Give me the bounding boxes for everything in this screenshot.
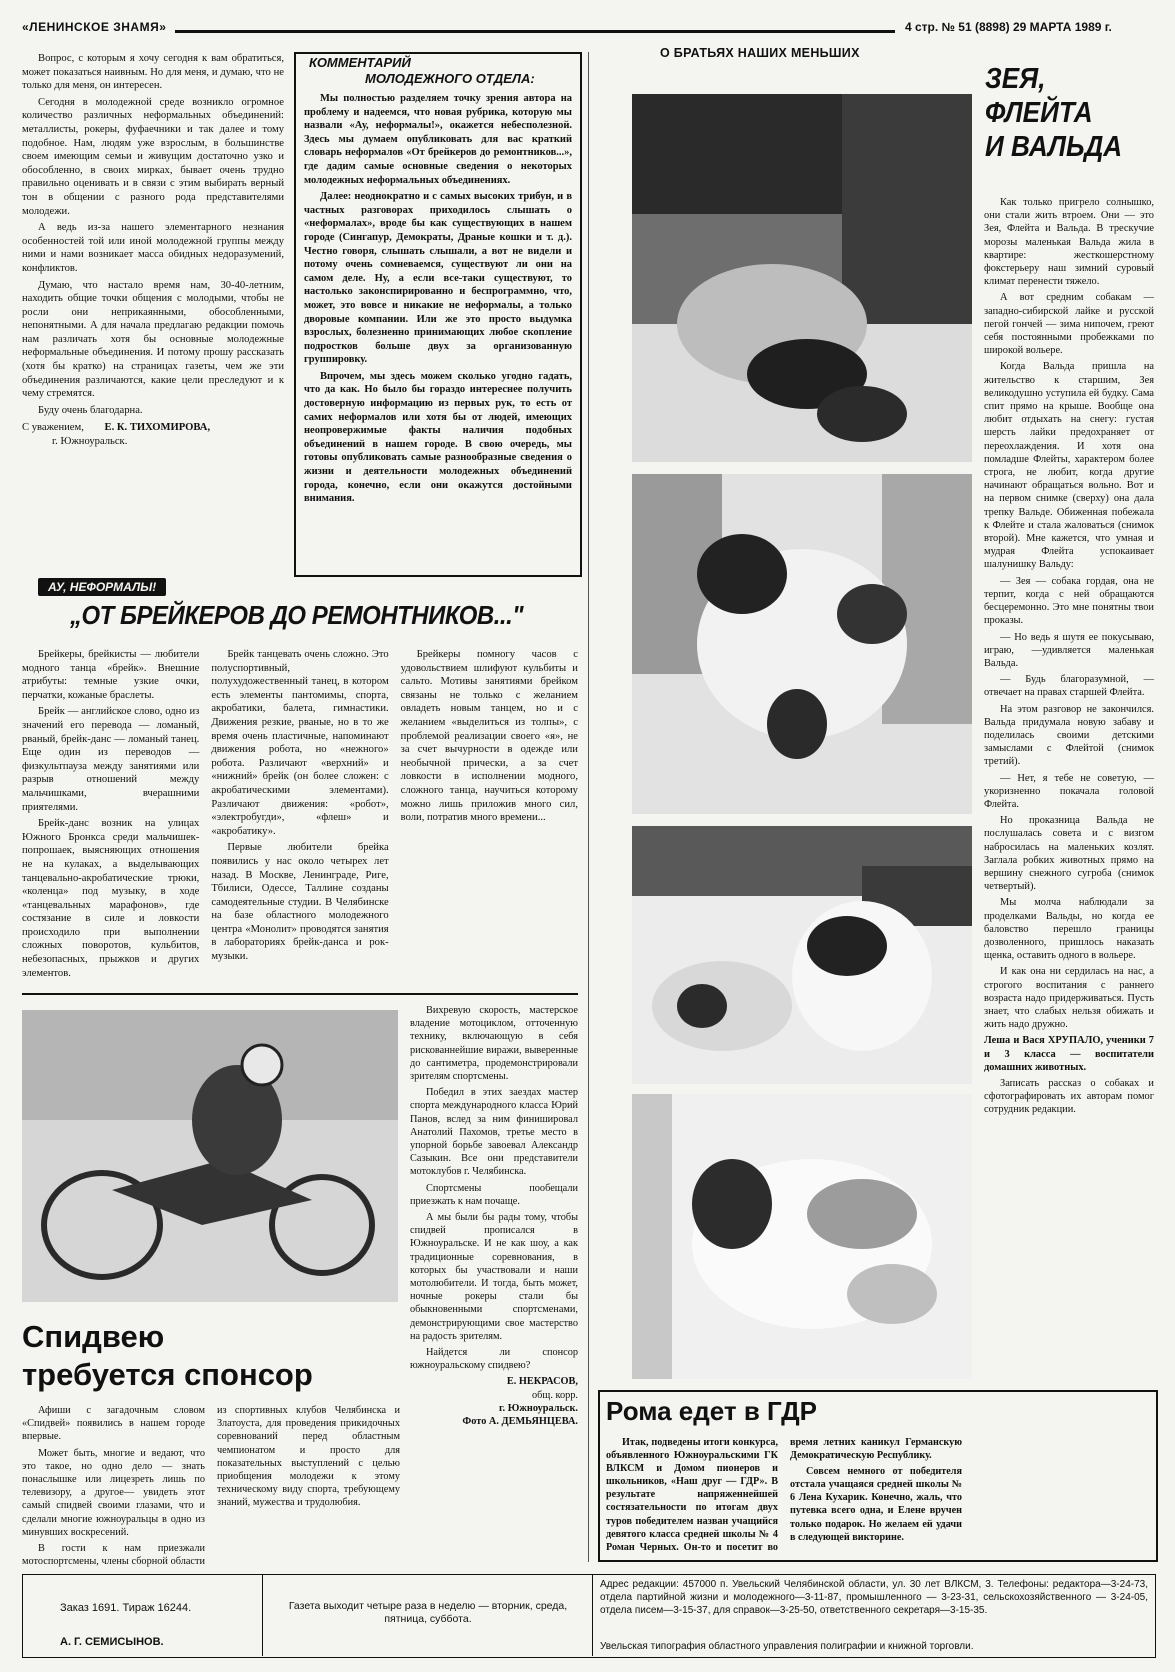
letter-paragraph: Буду очень благодарна.	[38, 404, 143, 416]
speedway-paragraph: Афиши с загадочным словом «Спидвей» появились в нашем городе впервые.	[22, 1405, 205, 1443]
gdr-paragraph: Совсем немного от победителя отстала учащаяся средней школы № 6 Лена Кухарик. Конечно, жаль, что путевка всего одна, и Елене вручен только подарок. Но желаем ей удачи в следующей викторине.	[790, 1466, 962, 1543]
speedway-paragraph: Найдется ли спонсор южноуральскому спидвею?	[410, 1347, 578, 1372]
speedway-signature: Е. НЕКРАСОВ, общ. корр. г. Южноуральск. Фото А. ДЕМЬЯНЦЕВА.	[462, 1376, 578, 1428]
masthead-paper-name: «ЛЕНИНСКОЕ ЗНАМЯ»	[22, 20, 167, 34]
breakers-bottom-rule	[22, 993, 578, 995]
gdr-text	[606, 1436, 1146, 1554]
speedway-title: Спидвею требуется спонсор	[22, 1319, 313, 1392]
pets-paragraph: А вот средним собакам — западно-сибирской лайке и русской пегой гончей — зима нипочем, греют себя постоянными пробежками по широкой вольере.	[984, 292, 1154, 357]
pets-note: Записать рассказ о собаках и сфотографировать их авторам помог сотрудник редакции.	[984, 1078, 1154, 1116]
footer-address: Адрес редакции: 457000 п. Увельский Челябинской области, ул. 30 лет ВЛКСМ, 3. Телефоны: редактора—3-24-73, отдела партийной жизни и молодежного—3-11-87, промышленного — 3-23-31, сельскохозяйственного — 3-24-05, отдела писем—3-15-37, для справок—3-25-50, ответственного секретаря—3-15-35.	[600, 1579, 1148, 1616]
dogs-photo-3	[632, 826, 972, 1084]
commentary-paragraph: Мы полностью разделяем точку зрения автора на проблему и надеемся, что новая рубрика, которую мы назвали «Ау, неформалы!», окажется небесполезной. Здесь мы думаем опубликовать для вас краткий словарь неформалов «От брейкеров до ремонтников...», где дадим самые основные сведения о некоторых молодежных неформальных объединениях.	[304, 93, 572, 186]
breakers-rubric: АУ, НЕФОРМАЛЫ!	[38, 578, 166, 596]
pets-paragraph: Как только пригрело солнышко, они стали жить втроем. Они — это Зея, Флейта и Вальда. В трескучие морозы маленькая Вальда жила в квартире: жесткошерстному фокстерьеру наш зимний суровый климат перенести тяжело.	[984, 197, 1154, 288]
masthead-issue: 4 стр. № 51 (8898) 29 МАРТА 1989 г.	[905, 20, 1112, 34]
commentary-text	[304, 92, 572, 509]
speedway-paragraph: Вихревую скорость, мастерское владение мотоциклом, отточенную технику, включающую в себя рискованнейшие виражи, выверенные до сантиметра, продемонстрировали зрителям спортсмены.	[410, 1005, 578, 1083]
speedway-paragraph: В гости к нам приезжали мотоспортсмены, члены сборной области из спортивных клубов Челябинска и Златоуста, для проведения прикидочных соревнований перед областным чемпионатом и просто для показательных выступлений с целью приобщения молодежи к этому техническому виду спорта, требующему знаний, мужества и трудолюбия.	[22, 1405, 400, 1568]
gdr-title: Рома едет в ГДР	[606, 1396, 818, 1426]
footer-order: Заказ 1691. Тираж 16244.	[60, 1602, 192, 1614]
footer-divider-2	[592, 1575, 593, 1656]
pets-paragraph: И как она ни сердилась на нас, а строгого воспитания с раннего возраста надо придерживаться. Пусть знает, что слабых нельзя обижать и жить надо дружно.	[984, 966, 1154, 1031]
commentary-paragraph: Далее: неоднократно и с самых высоких трибун, и в частных разговорах приходилось слышать о «неформалах», вроде бы как существующих в нашем городе (Сингапур, Демократы, Драные кошки и т. д.). Честно говоря, слышать слышали, а вот не видели и потому очень сомневаемся, существуют ли они на самом деле. Ну, а если все-таки существуют, то настолько законспирированно и беспрограммно, что, может, это вовсе и никакие не неформалы, а только дворовые компании. Или же это просто выдумка взрослых, болезненно принимающих любое скопление подростков больше двух за организованную группировку.	[304, 191, 572, 366]
letter-city: г. Южноуральск.	[52, 436, 128, 448]
footer-divider-1	[262, 1575, 263, 1656]
gdr-paragraph: Итак, подведены итоги конкурса, объявленного Южноуральскими ГК ВЛКСМ и Домом пионеров и школьников, «Наш друг — ГДР». В результате напряженнейшей состязательности по итогам двух туров победителем назван учащийся девятого класса средней школы № 4 Роман Черных. Он-то и посетит во время летних каникул Германскую Демократическую Республику.	[606, 1437, 962, 1553]
pets-paragraph: Когда Вальда пришла на жительство к старшим, Зея великодушно уступила ей будку. Сама спит прямо на крыше. Вообще она любит отдыхать на снегу: густая шерсть лайки предохраняет от переохлаждения. И хотя она помладше Флейты, характером более строга, не любит, когда другие начинают обращаться вольно. Вот и на первом снимке (сверху) она дала трепку Вальде. Обиженная побежала к Флейте и стала жаловаться (снимок второй). Мне кажется, что умная и мудрая Флейта успокаивает шалунишку Вальду:	[984, 361, 1154, 571]
pets-paragraph: — Зея — собака гордая, она не терпит, когда с ней обращаются бесцеремонно. Это мне понятны твои проказы.	[984, 575, 1154, 627]
pets-paragraph: Но проказница Вальда не послушалась совета и с визгом набросилась на маленьких козлят. Заглала робких животных прямо на вершину снежного сугроба (снимок четвертый).	[984, 815, 1154, 893]
pets-paragraph: — Нет, я тебе не советую, — укоризненно покачала головой Флейта.	[984, 772, 1154, 810]
breakers-text	[22, 648, 578, 990]
breakers-paragraph: Брейкеры помногу часов с удовольствием шлифуют кульбиты и сальто. Мотивы занятиями брейком связаны не только с желанием овладеть новым танцем, но и с желанием «выделиться из толпы», с проблемой реализации своего «я», не за счет вычурности в одежде или необычной прически, а за счет ловкости в исполнении модного, сложного танца, научиться которому можно лишь приложив много сил, воли, потратив много времени...	[400, 649, 578, 824]
pets-title: ЗЕЯ, ФЛЕЙТА И ВАЛЬДА	[985, 63, 1123, 163]
speedway-paragraph: Может быть, многие и ведают, что это такое, но одно дело — знать понаслышке или лицезреть лишь по телевизору, а другое— увидеть этот самый спидвей своими глазами, что и сделали многие южноуральцы в одно из минувших воскресений.	[22, 1447, 205, 1538]
pets-rubric: О БРАТЬЯХ НАШИХ МЕНЬШИХ	[660, 46, 860, 60]
commentary-heading: КОММЕНТАРИЙ МОЛОДЕЖНОГО ОТДЕЛА:	[309, 55, 535, 86]
footer-schedule: Газета выходит четыре раза в неделю — вторник, среда, пятница, суббота.	[288, 1600, 568, 1625]
column-divider	[588, 52, 589, 1562]
speedway-paragraph: Спортсмены пообещали приезжать к нам почаще.	[410, 1182, 578, 1207]
pets-signature: Леша и Вася ХРУПАЛО, ученики 7 и 3 класса — воспитатели домашних животных.	[984, 1035, 1154, 1073]
pets-paragraph: Мы молча наблюдали за проделками Вальды, но когда ее баловство перешло границы дозволенного, пришлось наказать щенка, оставить одного в вольере.	[984, 897, 1154, 962]
breakers-paragraph: Брейк-данс возник на улицах Южного Бронкса среди мальчишек-попрошаек, выясняющих отношения не на кулаках, а выделывающих танцевально-акробатические трюки, «коленца» под музыку, в ходе «танцевальных марафонов», где состязание в силе и ловкости происходило при выполнении сложных поворотов, кульбитов, небезопасных, прыжков и других элементов.	[22, 818, 200, 979]
pets-paragraph: — Будь благоразумной, —отвечает на правах старшей Флейта.	[984, 674, 1154, 699]
footer-editor: А. Г. СЕМИСЫНОВ.	[60, 1636, 164, 1648]
pets-paragraph: На этом разговор не закончился. Вальда придумала новую забаву и поделилась своими детскими замыслами с Флейтой (снимок третий).	[984, 703, 1154, 768]
masthead-rule	[175, 30, 895, 33]
speedway-paragraph: Победил в этих заездах мастер спорта международного класса Юрий Панов, вслед за ним финишировал Анатолий Пахомов, третье место в упорной борьбе завоевал Александр Сазыкин. Все они представители мотоклубов г. Челябинска.	[410, 1087, 578, 1178]
pets-paragraph: — Но ведь я шутя ее покусываю, играю, —удивляется маленькая Вальда.	[984, 631, 1154, 669]
letter-signature: С уважением, Е. К. ТИХОМИРОВА,	[22, 422, 211, 434]
letter-paragraph: Вопрос, с которым я хочу сегодня к вам обратиться, может показаться наивным. Но для меня, и думаю, что не только для меня, он интересен.	[22, 53, 284, 92]
speedway-photo	[22, 1010, 398, 1302]
speedway-paragraph: А мы были бы рады тому, чтобы спидвей прописался в Южноуральске. И не как шоу, а как традиционные соревнования, в которых бы участвовали и наши мотолюбители. И тогда, быть может, ночные рокеры стали бы обыкновенными спортсменами, демонстрирующими свое мастерство на радость зрителям.	[410, 1212, 578, 1342]
breakers-paragraph: Брейк танцевать очень сложно. Это полуспортивный, полухудожественный танец, в котором есть элементы пантомимы, спорта, акробатики, балета, гимнастики. Движения резкие, рваные, но в то же время очень пластичные, напоминают движения робота, но «нежного» робота. Различают «верхний» и «нижний» брейк (он более сложен: с акробатическими элементами). Различают движения: «робот», «электробугди», «флеш» и «акробатику».	[211, 649, 389, 837]
letter-article	[22, 52, 284, 449]
letter-paragraph: А ведь из-за нашего элементарного незнания особенностей той или иной молодежной группы между ними и нами возникает масса обидных недоразумений, конфликтов.	[22, 222, 284, 274]
breakers-paragraph: Брейк — английское слово, одно из значений его перевода — ломаный, рваный, брейк-данс — ломаный танец. Еще один из переводов — физкультпауза между занятиями или разрыв отношений между мальчишками, вчерашними приятелями.	[22, 706, 200, 813]
dogs-photo-4	[632, 1094, 972, 1379]
breakers-title: „ОТ БРЕЙКЕРОВ ДО РЕМОНТНИКОВ..."	[70, 600, 524, 630]
commentary-paragraph: Впрочем, мы здесь можем сколько угодно гадать, что да как. Но было бы гораздо интереснее получить достоверную информацию из первых рук, то есть от самих неформалов или хотя бы от людей, имеющих неопровержимые факты наличия подобных объединений в нашем городе. В свою очередь, мы готовы опубликовать самые разнообразные сведения о жизни и деятельности молодежных объединений города, конечно, если они окажутся достойными внимания.	[304, 370, 572, 505]
pets-text	[984, 196, 1154, 1120]
letter-paragraph: Сегодня в молодежной среде возникло огромное количество различных неформальных объединений: металлисты, рокеры, фуфаечники и так далее и тому подобное. Нам, людям уже взрослым, в большинстве своем имеющим семьи и живущим достаточно узко и обособленно, в своих мирках, бывает очень трудно правильно оценивать и в связи с этим выбирать верный тон в общении с разного рода представителями молодежи.	[22, 96, 284, 217]
footer-printer: Увельская типография областного управления полиграфии и книжной торговли.	[600, 1641, 974, 1652]
dogs-photo-2	[632, 474, 972, 814]
speedway-text-right	[410, 1004, 578, 1428]
dogs-photo-1	[632, 94, 972, 462]
letter-paragraph: Думаю, что настало время нам, 30-40-летним, находить общие точки общения с молодыми, чтобы не росли они неприкаянными, обособленными, непонятными. А для начала предлагаю редакции помочь нам различать хотя бы основные молодежные неформальные объединения. И потому прошу рассказать (хотя бы кратко) на страницах газеты, чем же эти объединения различаются, какие цели преследуют и к чему стремятся.	[22, 279, 284, 400]
breakers-paragraph: Брейкеры, брейкисты — любители модного танца «брейк». Внешние атрибуты: темные узкие очки, перчатки, кожаные браслеты.	[22, 649, 200, 701]
breakers-paragraph: Первые любители брейка появились у нас около четырех лет назад. В Москве, Ленинграде, Риге, Тбилиси, Одессе, Таллине созданы самодеятельные студии. В Челябинске на базе областного молодежного центра «Монолит» проводятся занятия в лабораториях брейк-данса и рок-музыки.	[211, 842, 389, 963]
speedway-text-left	[22, 1404, 400, 1572]
